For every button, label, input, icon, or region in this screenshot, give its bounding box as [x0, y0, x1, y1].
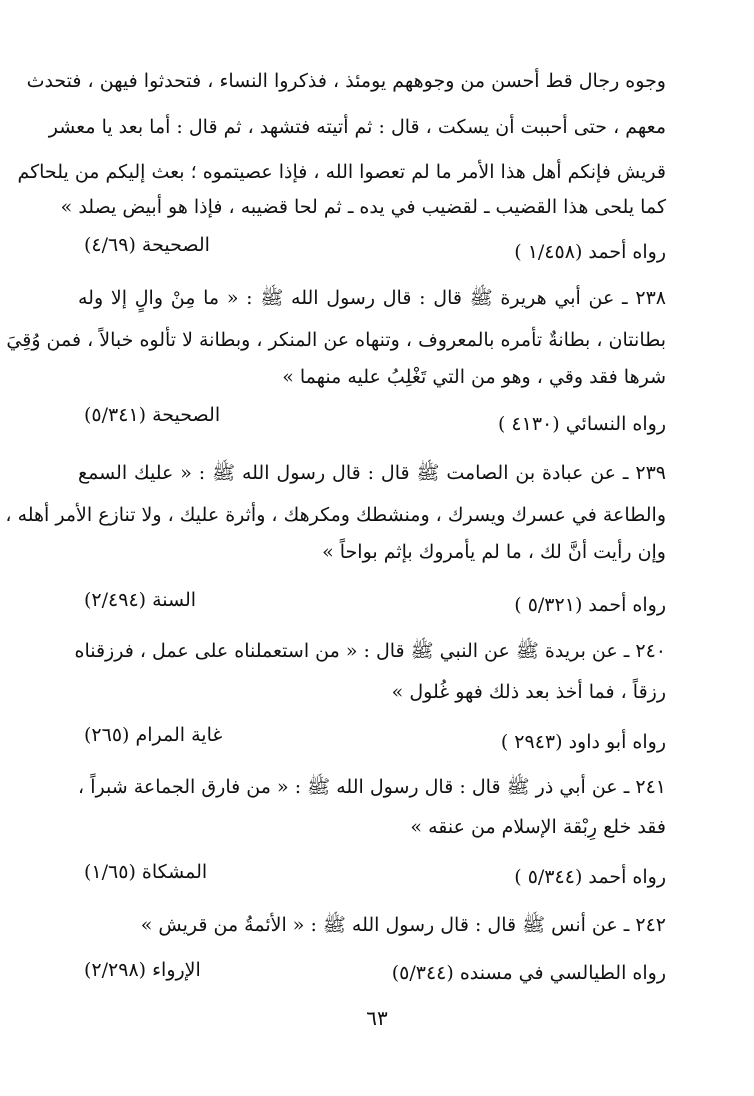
- hadith-source: رواه أحمد (١/٤٥٨ ): [514, 241, 666, 263]
- hadith-source: رواه أبو داود (٢٩٤٣ ): [500, 731, 666, 753]
- text-line: وإن رأيت أنَّ لك ، ما لم يأمروك بإثم بواحاً »: [322, 541, 666, 563]
- hadith-source: رواه الطيالسي في مسنده (٥/٣٤٤): [391, 962, 666, 984]
- text-line: ٢٤٠ ـ عن بريدة ﷺ عن النبي ﷺ قال : « من استعملناه على عمل ، فرزقناه: [74, 640, 666, 662]
- hadith-grade: السنة (٢/٤٩٤): [84, 589, 197, 611]
- hadith-source: رواه أحمد (٥/٣٤٤ ): [514, 866, 666, 888]
- hadith-grade: الإرواء (٢/٢٩٨): [84, 959, 201, 981]
- text-line: ٢٤٢ ـ عن أنس ﷺ قال : قال رسول الله ﷺ : « الأئمةُ من قريش »: [140, 914, 666, 936]
- text-line: بطانتان ، بطانةٌ تأمره بالمعروف ، وتنهاه عن المنكر ، وبطانة لا تألوه خبالاً ، فمن وُقِيَ: [6, 329, 666, 351]
- page-number: ٦٣: [366, 1006, 388, 1030]
- hadith-grade: غاية المرام (٢٦٥): [84, 724, 223, 746]
- text-line: فقد خلع رِبْقة الإسلام من عنقه »: [410, 816, 666, 838]
- hadith-source: رواه أحمد (٥/٣٢١ ): [514, 594, 666, 616]
- text-line: والطاعة في عسرك ويسرك ، ومنشطك ومكرهك ، وأثرة عليك ، ولا تنازع الأمر أهله ،: [5, 504, 666, 526]
- text-line: معهم ، حتى أحببت أن يسكت ، قال : ثم أتيته فتشهد ، ثم قال : أما بعد يا معشر: [48, 116, 666, 138]
- text-line: ٢٣٩ ـ عن عبادة بن الصامت ﷺ قال : قال رسول الله ﷺ : « عليك السمع: [78, 462, 666, 484]
- hadith-grade: الصحيحة (٥/٣٤١): [84, 404, 221, 426]
- hadith-grade: المشكاة (١/٦٥): [84, 861, 208, 883]
- text-line: شرها فقد وقي ، وهو من التي تَغْلِبُ عليه منهما »: [282, 366, 666, 388]
- text-line: كما يلحى هذا القضيب ـ لقضيب في يده ـ ثم لحا قضيبه ، فإذا هو أبيض يصلد »: [60, 196, 666, 218]
- text-line: وجوه رجال قط أحسن من وجوههم يومئذ ، فذكروا النساء ، فتحدثوا فيهن ، فتحدث: [26, 70, 666, 92]
- text-line: رزقاً ، فما أخذ بعد ذلك فهو غُلول »: [391, 681, 666, 703]
- hadith-source: رواه النسائي (٤١٣٠ ): [497, 413, 666, 435]
- text-line: ٢٤١ ـ عن أبي ذر ﷺ قال : قال رسول الله ﷺ : « من فارق الجماعة شبراً ،: [78, 776, 666, 798]
- text-line: ٢٣٨ ـ عن أبي هريرة ﷺ قال : قال رسول الله ﷺ : « ما مِنْ والٍ إلا وله: [78, 287, 666, 309]
- text-line: قريش فإنكم أهل هذا الأمر ما لم تعصوا الله ، فإذا عصيتموه ؛ بعث إليكم من يلحاكم: [17, 161, 666, 183]
- hadith-grade: الصحيحة (٤/٦٩): [84, 234, 210, 256]
